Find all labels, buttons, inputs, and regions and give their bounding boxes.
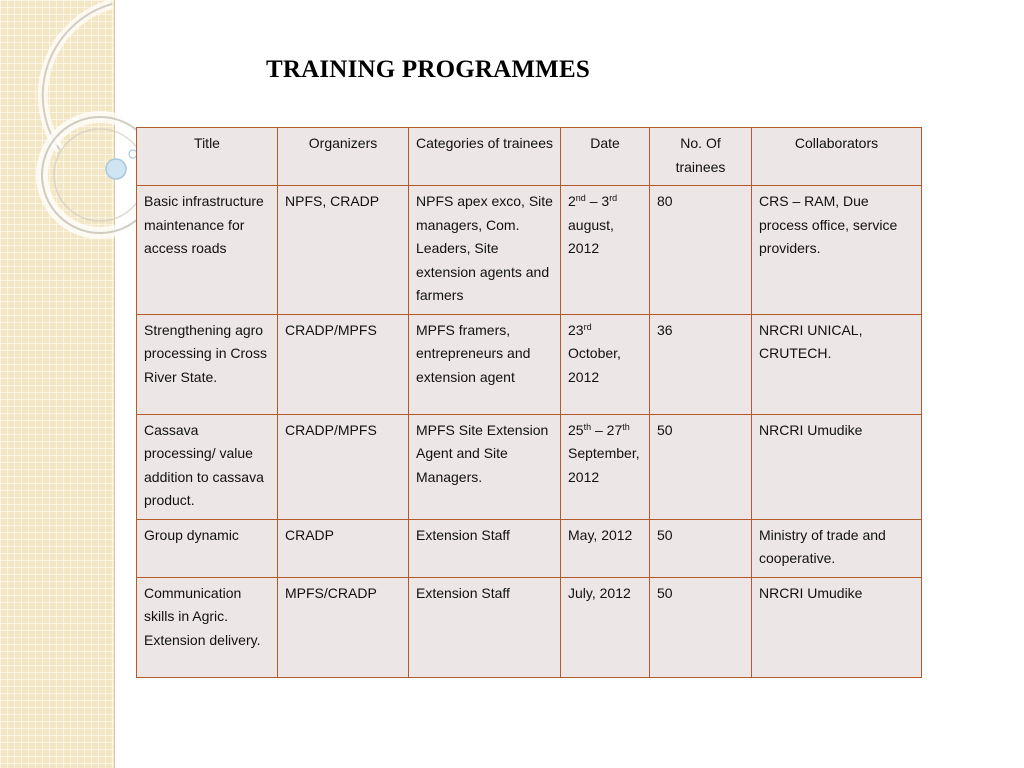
header-collaborators: Collaborators <box>752 128 922 186</box>
cell-collaborators: CRS – RAM, Due process office, service providers. <box>752 186 922 315</box>
header-no-of-trainees: No. Of trainees <box>650 128 752 186</box>
cell-organizers: CRADP <box>278 519 409 577</box>
training-programmes-table <box>136 127 922 678</box>
cell-trainees: 36 <box>650 314 752 414</box>
cell-title: Cassava processing/ value addition to cassava product. <box>137 414 278 519</box>
cell-organizers: CRADP/MPFS <box>278 414 409 519</box>
cell-collaborators: NRCRI Umudike <box>752 577 922 677</box>
cell-collaborators: NRCRI UNICAL, CRUTECH. <box>752 314 922 414</box>
cell-organizers: NPFS, CRADP <box>278 186 409 315</box>
cell-collaborators: Ministry of trade and cooperative. <box>752 519 922 577</box>
cell-categories: Extension Staff <box>409 519 561 577</box>
cell-date: 2nd – 3rd august, 2012 <box>561 186 650 315</box>
cell-categories: Extension Staff <box>409 577 561 677</box>
cell-categories: MPFS framers, entrepreneurs and extension agent <box>409 314 561 414</box>
table-row <box>137 414 922 519</box>
table-row <box>137 519 922 577</box>
cell-organizers: MPFS/CRADP <box>278 577 409 677</box>
cell-categories: MPFS Site Extension Agent and Site Managers. <box>409 414 561 519</box>
table-row <box>137 577 922 677</box>
cell-categories: NPFS apex exco, Site managers, Com. Leaders, Site extension agents and farmers <box>409 186 561 315</box>
cell-trainees: 50 <box>650 519 752 577</box>
cell-title: Basic infrastructure maintenance for access roads <box>137 186 278 315</box>
table-header-row <box>137 128 922 186</box>
header-date: Date <box>561 128 650 186</box>
cell-collaborators: NRCRI Umudike <box>752 414 922 519</box>
header-organizers: Organizers <box>278 128 409 186</box>
cell-trainees: 50 <box>650 577 752 677</box>
cell-title: Communication skills in Agric. Extension delivery. <box>137 577 278 677</box>
cell-date: 25th – 27th September, 2012 <box>561 414 650 519</box>
cell-trainees: 50 <box>650 414 752 519</box>
cell-trainees: 80 <box>650 186 752 315</box>
cell-organizers: CRADP/MPFS <box>278 314 409 414</box>
cell-title: Group dynamic <box>137 519 278 577</box>
table-row <box>137 314 922 414</box>
cell-date: July, 2012 <box>561 577 650 677</box>
page-title: TRAINING PROGRAMMES <box>266 56 590 83</box>
header-categories: Categories of trainees <box>409 128 561 186</box>
cell-date: 23rd October, 2012 <box>561 314 650 414</box>
cell-title: Strengthening agro processing in Cross River State. <box>137 314 278 414</box>
table-row <box>137 186 922 315</box>
header-title: Title <box>137 128 278 186</box>
cell-date: May, 2012 <box>561 519 650 577</box>
